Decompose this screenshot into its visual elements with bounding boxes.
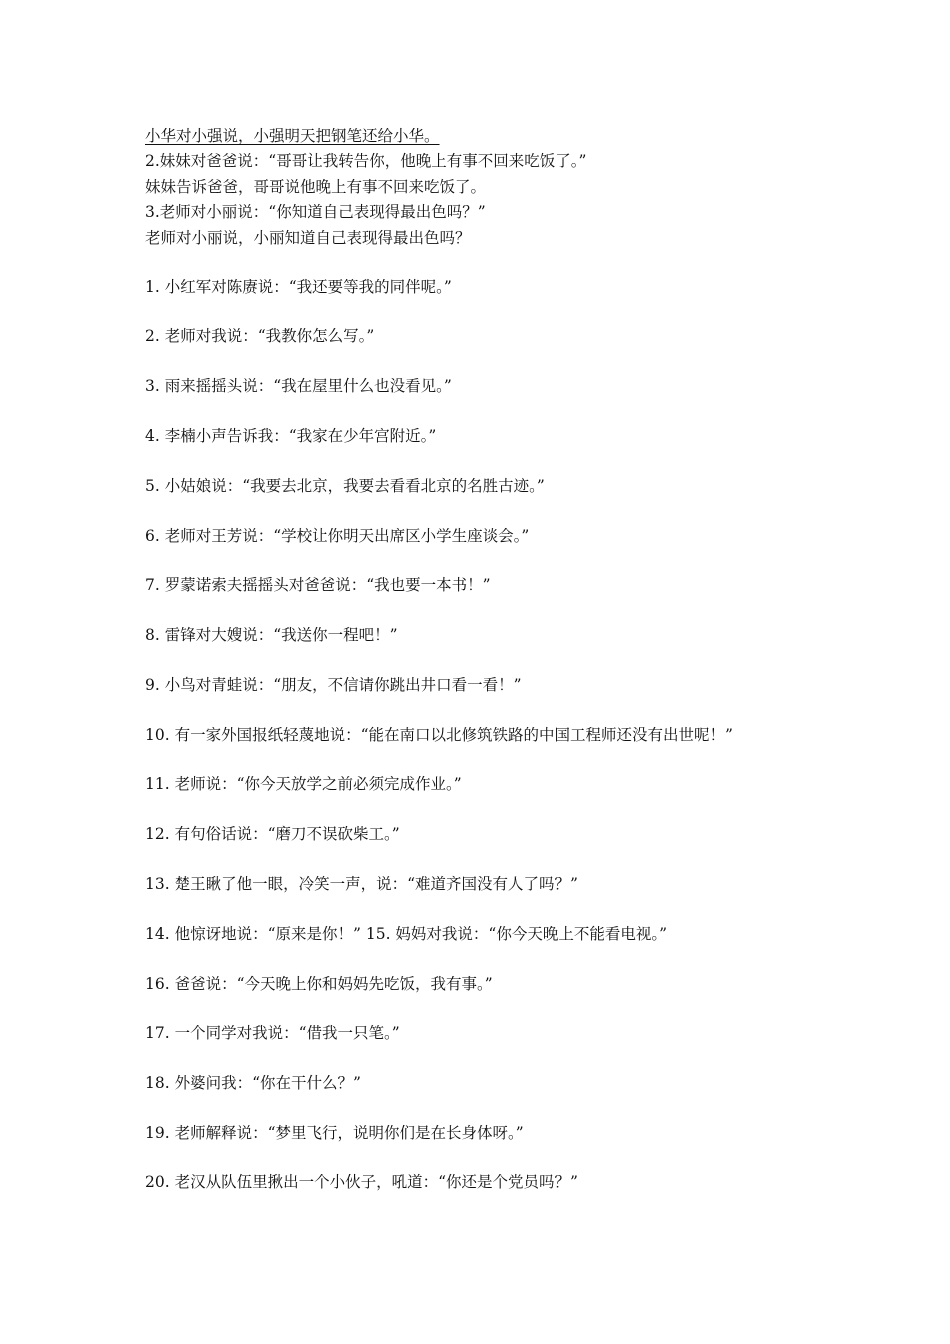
exercise-1: 1. 小红军对陈赓说：“我还要等我的同伴呢。”	[145, 278, 452, 296]
example-question-3: 3.老师对小丽说：“你知道自己表现得最出色吗？”	[145, 203, 486, 221]
example-question-2: 2.妹妹对爸爸说：“哥哥让我转告你，他晚上有事不回来吃饭了。”	[145, 152, 587, 170]
exercise-12: 12. 有句俗话说：“磨刀不误砍柴工。”	[145, 825, 400, 843]
exercise-10: 10. 有一家外国报纸轻蔑地说：“能在南口以北修筑铁路的中国工程师还没有出世呢！”	[145, 726, 733, 744]
exercise-9: 9. 小鸟对青蛙说：“朋友，不信请你跳出井口看一看！”	[145, 676, 522, 694]
exercise-5: 5. 小姑娘说：“我要去北京，我要去看看北京的名胜古迹。”	[145, 477, 545, 495]
exercise-7: 7. 罗蒙诺索夫摇摇头对爸爸说：“我也要一本书！”	[145, 576, 491, 594]
exercise-17: 17. 一个同学对我说：“借我一只笔。”	[145, 1024, 400, 1042]
exercise-13: 13. 楚王瞅了他一眼，冷笑一声，说：“难道齐国没有人了吗？”	[145, 875, 578, 893]
exercise-11: 11. 老师说：“你今天放学之前必须完成作业。”	[145, 775, 462, 793]
exercise-8: 8. 雷锋对大嫂说：“我送你一程吧！”	[145, 626, 398, 644]
exercise-2: 2. 老师对我说：“我教你怎么写。”	[145, 327, 375, 345]
exercise-19: 19. 老师解释说：“梦里飞行，说明你们是在长身体呀。”	[145, 1124, 524, 1142]
exercise-4: 4. 李楠小声告诉我：“我家在少年宫附近。”	[145, 427, 437, 445]
exercise-20: 20. 老汉从队伍里揪出一个小伙子，吼道：“你还是个党员吗？”	[145, 1173, 578, 1191]
example-answer-2: 妹妹告诉爸爸，哥哥说他晚上有事不回来吃饭了。	[145, 178, 487, 196]
exercise-18: 18. 外婆问我：“你在干什么？”	[145, 1074, 361, 1092]
example-answer-1: 小华对小强说，小强明天把钢笔还给小华。	[145, 127, 440, 145]
exercise-6: 6. 老师对王芳说：“学校让你明天出席区小学生座谈会。”	[145, 527, 530, 545]
exercise-14-15: 14. 他惊讶地说：“原来是你！” 15. 妈妈对我说：“你今天晚上不能看电视。”	[145, 925, 668, 943]
example-answer-3: 老师对小丽说，小丽知道自己表现得最出色吗？	[145, 229, 471, 247]
exercise-3: 3. 雨来摇摇头说：“我在屋里什么也没看见。”	[145, 377, 452, 395]
exercise-16: 16. 爸爸说：“今天晚上你和妈妈先吃饭，我有事。”	[145, 975, 493, 993]
